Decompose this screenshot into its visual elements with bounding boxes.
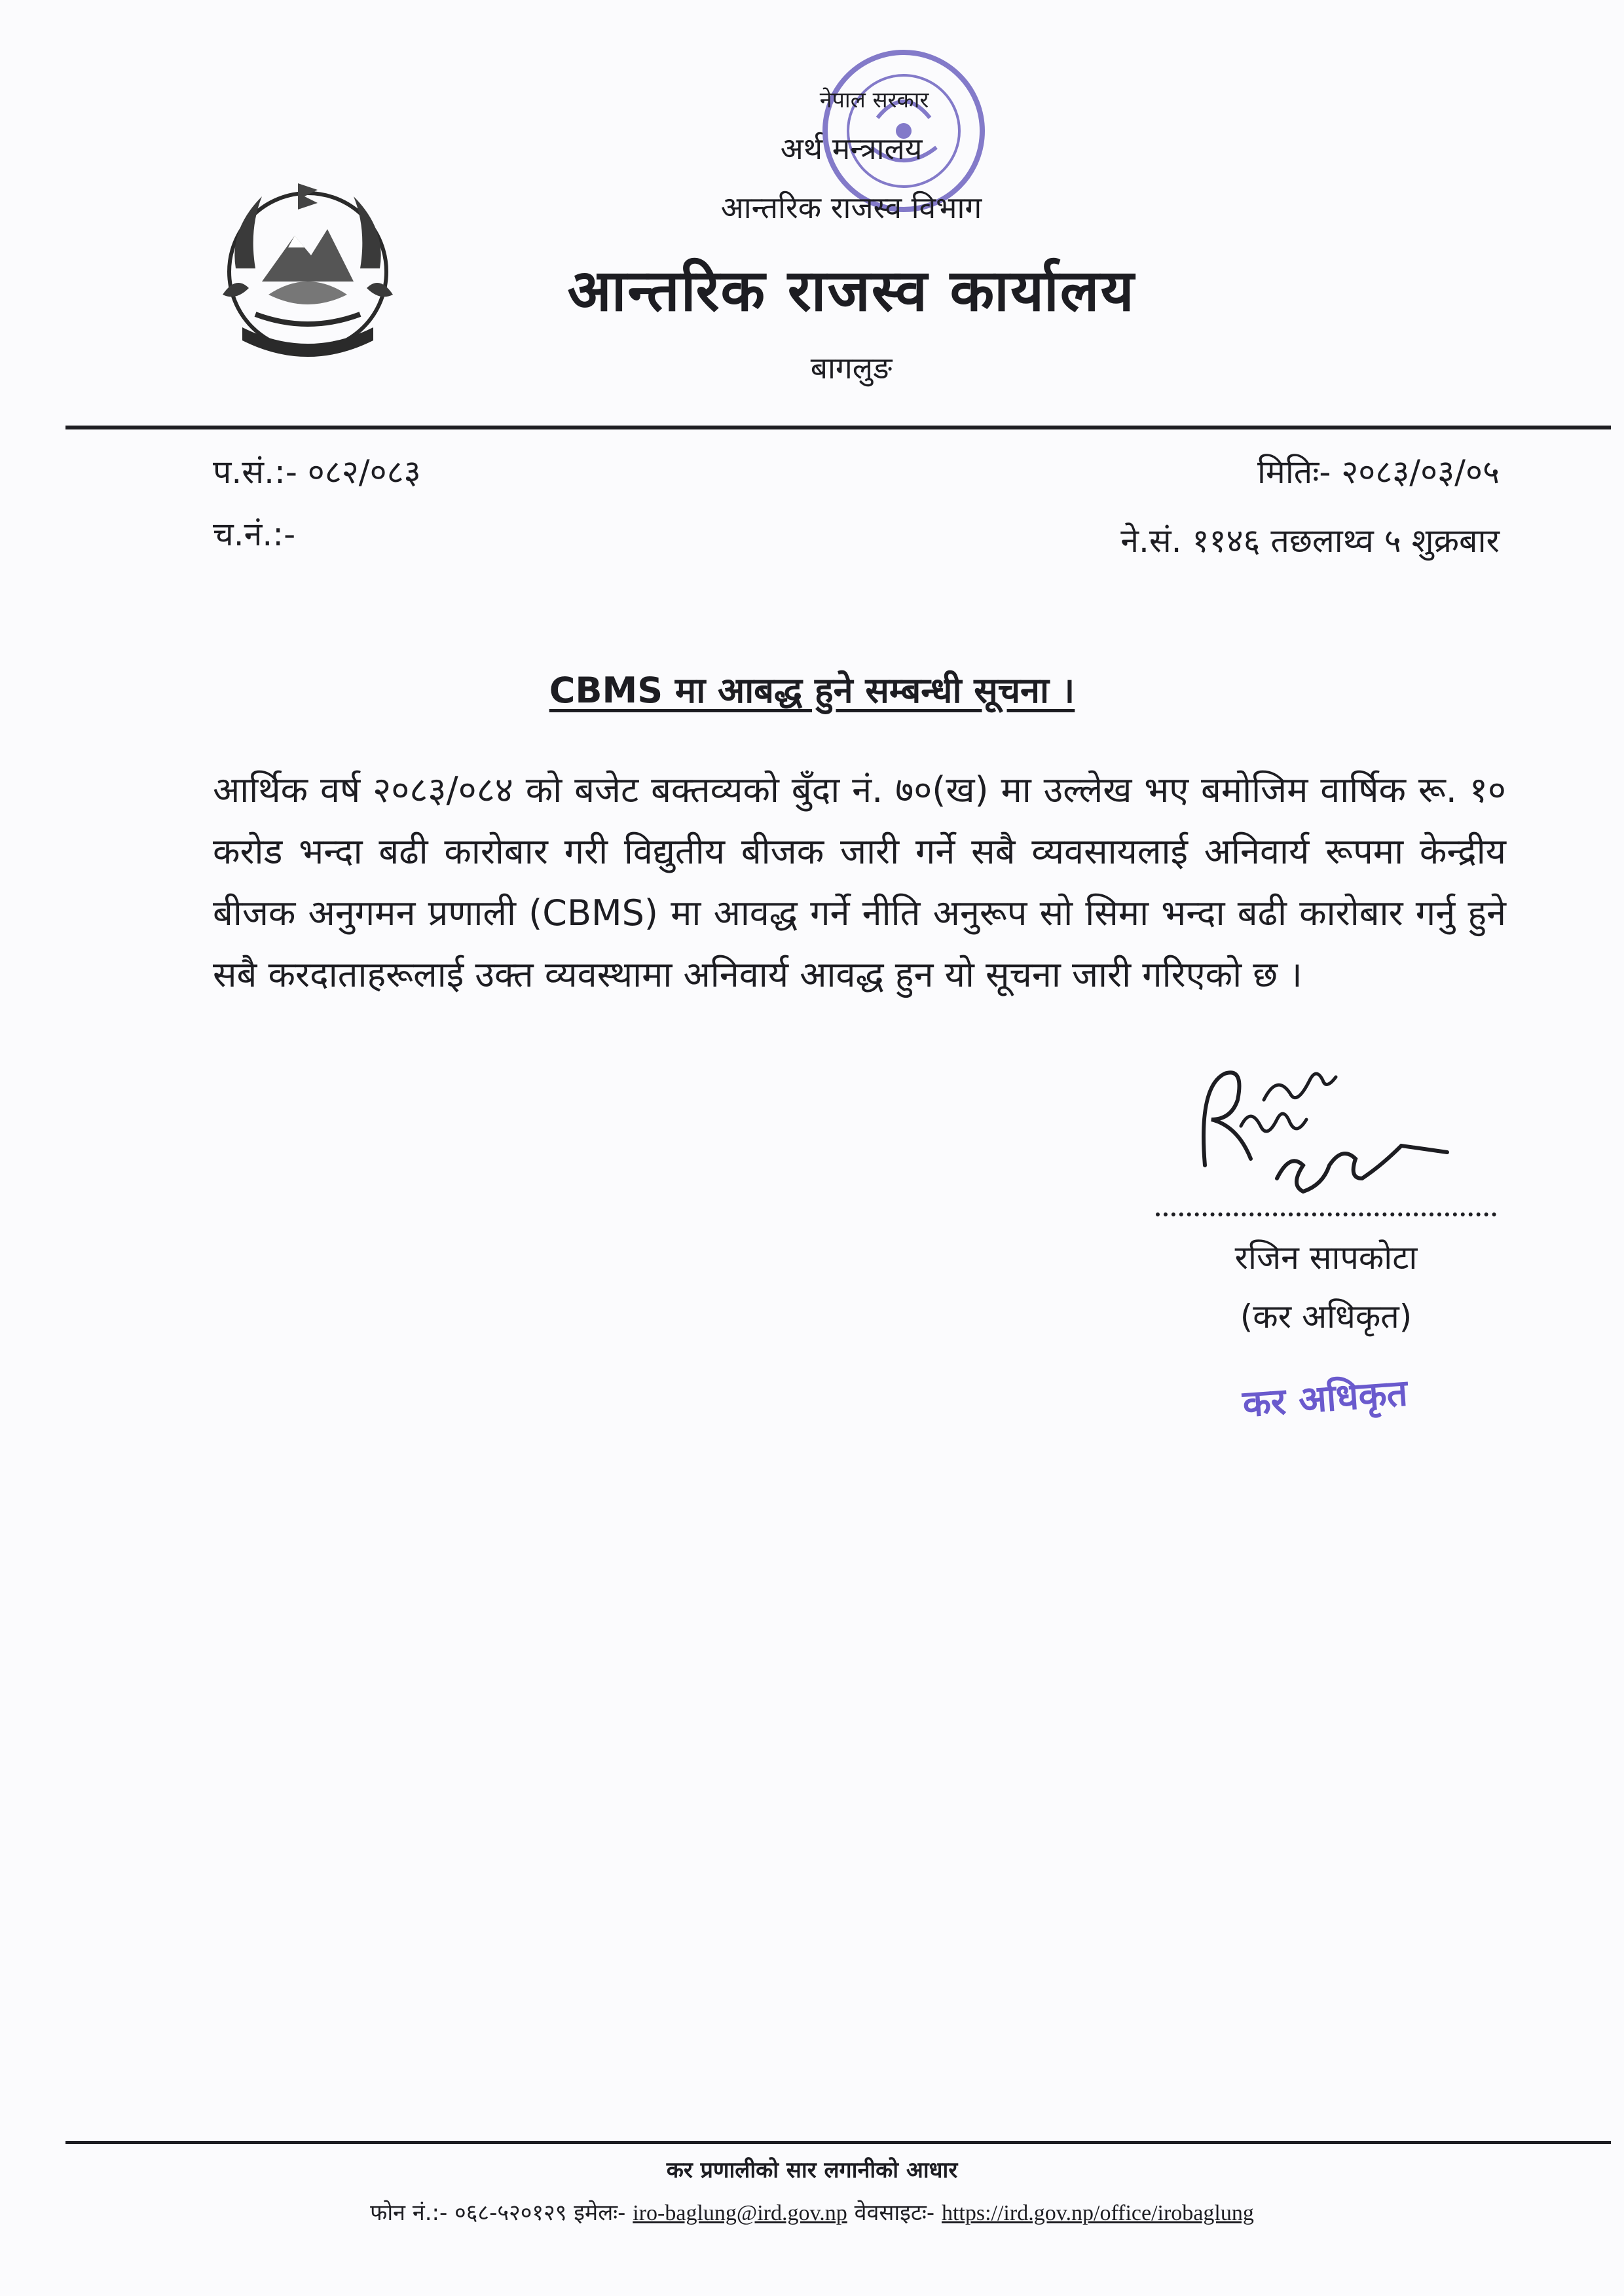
department-name: आन्तरिक राजस्व विभाग bbox=[720, 190, 982, 225]
notice-subject: CBMS मा आबद्ध हुने सम्बन्धी सूचना । bbox=[549, 670, 1075, 711]
footer-divider bbox=[65, 2141, 1611, 2144]
nepal-sambat-date: ने.सं. ११४६ तछलाथ्व ५ शुक्रबार bbox=[1120, 522, 1500, 560]
footer-motto: कर प्रणालीको सार लगानीको आधार bbox=[666, 2157, 958, 2183]
phone-number: फोन नं.:- ०६८-५२०१२९ bbox=[370, 2200, 567, 2226]
signature-line bbox=[1156, 1212, 1496, 1216]
reference-number: प.सं.:- ०८२/०८३ bbox=[213, 453, 421, 491]
header-divider bbox=[65, 426, 1611, 429]
email-label: इमेलः- bbox=[574, 2200, 626, 2226]
ministry-name: अर्थ मन्त्रालय bbox=[780, 131, 923, 166]
signatory-name: रजिन सापकोटा bbox=[1234, 1239, 1418, 1277]
dispatch-number: च.नं.:- bbox=[213, 515, 296, 553]
office-location: बागलुङ bbox=[810, 350, 893, 386]
officer-stamp: कर अधिकृत bbox=[1241, 1372, 1409, 1426]
signatory-designation: (कर अधिकृत) bbox=[1240, 1298, 1412, 1336]
date: मितिः- २०८३/०३/०५ bbox=[1257, 453, 1500, 491]
website-label: वेवसाइटः- bbox=[854, 2200, 935, 2226]
email-link[interactable]: iro-baglung@ird.gov.np bbox=[633, 2201, 847, 2225]
website-link[interactable]: https://ird.gov.np/office/irobaglung bbox=[941, 2201, 1254, 2225]
office-name: आन्तरिक राजस्व कार्यालय bbox=[567, 257, 1135, 324]
handwritten-signature bbox=[1179, 1048, 1480, 1211]
government-name: नेपाल सरकार bbox=[819, 87, 929, 113]
notice-body: आर्थिक वर्ष २०८३/०८४ को बजेट बक्तव्यको बुँदा नं. ७०(ख) मा उल्लेख भए बमोजिम वार्षिक रू. १० करोड भन्दा बढी कारोबार गरी विद्युतीय बीजक जारी गर्ने सबै व्यवसायलाई अनिवार्य रूपमा केन्द्रीय बीजक अनुगमन प्रणाली (CBMS) मा आवद्ध गर्ने नीति अनुरूप सो सिमा भन्दा बढी कारोबार गर्नु हुने सबै करदाताहरूलाई उक्त व्यवस्थामा अनिवार्य आवद्ध हुन यो सूचना जारी गरिएको छ । bbox=[213, 769, 1506, 995]
footer-contact bbox=[0, 2196, 1624, 2227]
